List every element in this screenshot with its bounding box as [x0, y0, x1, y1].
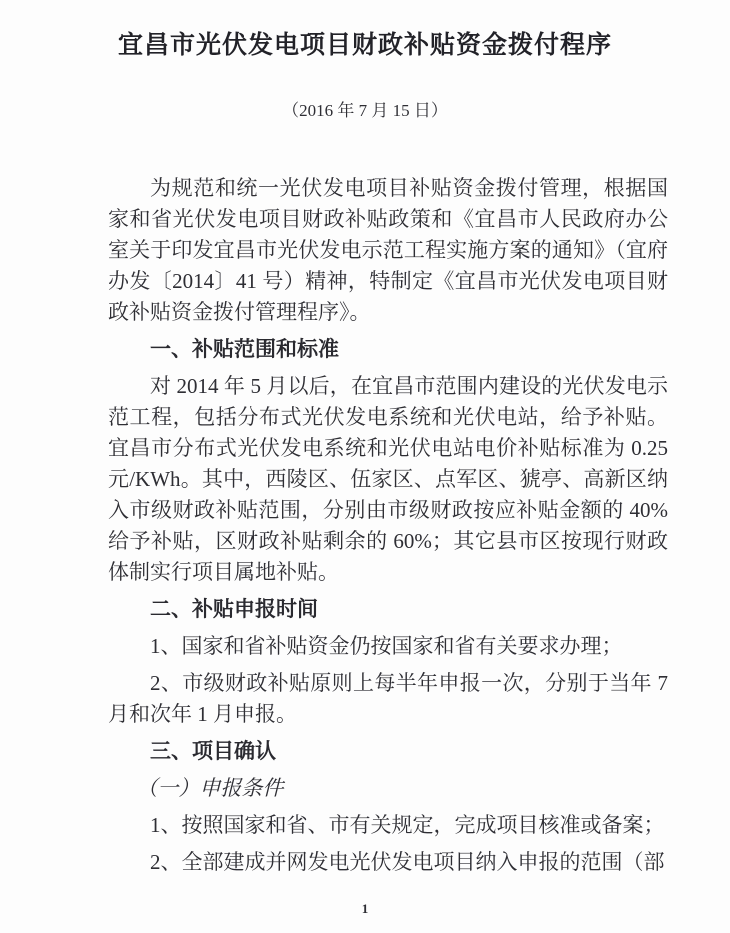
- doc-block-paragraph: 1、国家和省补贴资金仍按国家和省有关要求办理；: [150, 633, 623, 658]
- document-body: [108, 173, 668, 878]
- doc-block-subheading: （一）申报条件: [136, 775, 284, 800]
- doc-block-heading: 二、补贴申报时间: [150, 597, 318, 621]
- doc-block-heading: 三、项目确认: [150, 739, 276, 763]
- doc-block-paragraph: 1、按照国家和省、市有关规定，完成项目核准或备案；: [150, 812, 665, 837]
- doc-block-paragraph: 2、市级财政补贴原则上每半年申报一次，分别于当年 7 月和次年 1 月申报。: [108, 670, 668, 726]
- doc-block-paragraph: 为规范和统一光伏发电项目补贴资金拨付管理，根据国家和省光伏发电项目财政补贴政策和《宜昌市人民政府办公室关于印发宜昌市光伏发电示范工程实施方案的通知》（宜府办发〔2014〕41 号）精神，特制定《宜昌市光伏发电项目财政补贴资金拨付管理程序》。: [108, 175, 668, 324]
- document-title: 宜昌市光伏发电项目财政补贴资金拨付程序: [117, 32, 612, 59]
- doc-block-paragraph: 对 2014 年 5 月以后，在宜昌市范围内建设的光伏发电示范工程，包括分布式光伏发电系统和光伏电站，给予补贴。宜昌市分布式光伏发电系统和光伏电站电价补贴标准为 0.25 元/KWh。其中，西陵区、伍家区、点军区、猇亭、高新区纳入市级财政补贴范围，分别由市级财政按应补贴金额的 40%给予补贴，区财政补贴剩余的 60%；其它县市区按现行财政体制实行项目属地补贴。: [108, 373, 668, 584]
- page-number: 1: [361, 901, 369, 916]
- doc-block-paragraph: 2、全部建成并网发电光伏发电项目纳入申报的范围（部: [150, 849, 665, 874]
- document-date-line: （2016 年 7 月 15 日）: [282, 100, 448, 120]
- doc-block-heading: 一、补贴范围和标准: [150, 337, 339, 361]
